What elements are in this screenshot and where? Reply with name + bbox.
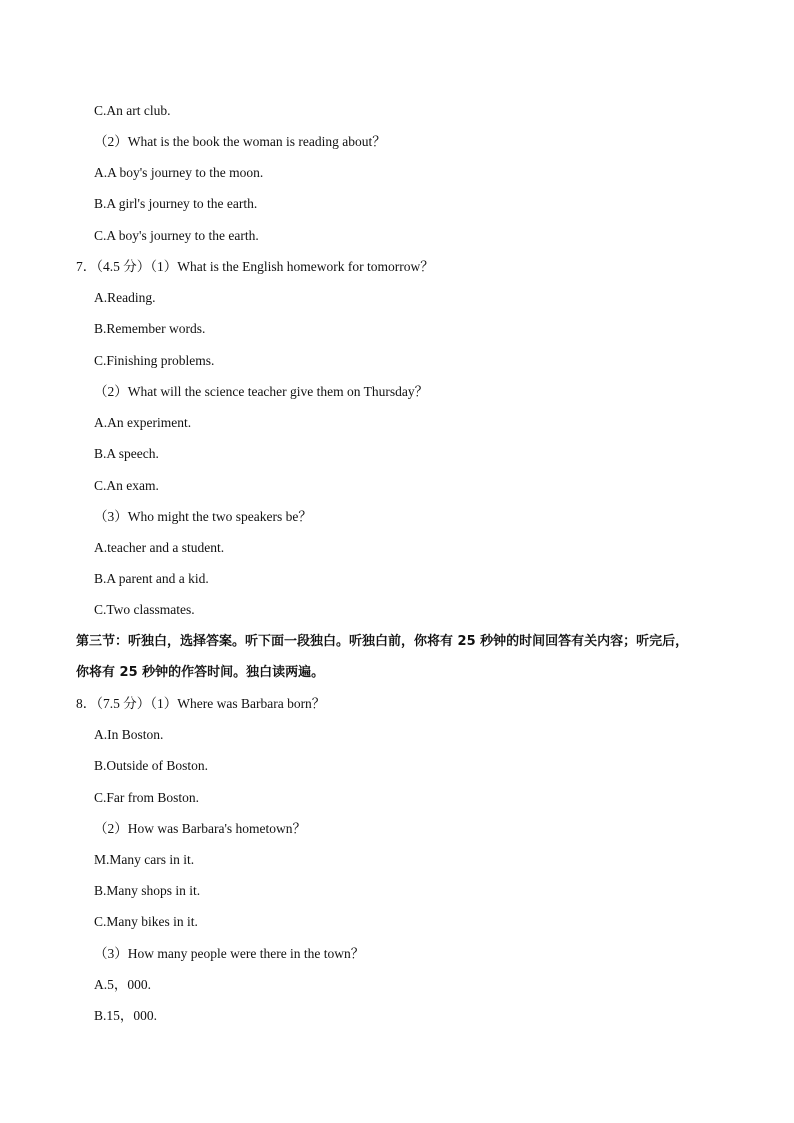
question-8-1: 8．（7.5 分）（1）Where was Barbara born？ — [76, 696, 326, 711]
option-b: B.A parent and a kid. — [94, 571, 209, 586]
option-b: B.15，000. — [94, 1008, 158, 1023]
option-a: A.In Boston. — [94, 727, 164, 742]
question-7-2: （2）What will the science teacher give them on Thursday？ — [94, 384, 429, 399]
question-8-3: （3）How many people were there in the town？ — [94, 946, 365, 961]
question-7-1: 7．（4.5 分）（1）What is the English homework for tomorrow？ — [76, 259, 434, 274]
option-c: C.Two classmates. — [94, 602, 195, 617]
option-a: A.An experiment. — [94, 415, 192, 430]
option-b: B.Remember words. — [94, 321, 206, 336]
option-a: A.Reading. — [94, 290, 156, 305]
option-c: C.A boy's journey to the earth. — [94, 228, 259, 243]
option-c: C.An exam. — [94, 478, 159, 493]
option-c-art-club: C.An art club. — [94, 103, 171, 118]
option-a: A.A boy's journey to the moon. — [94, 165, 264, 180]
option-a: A.5，000. — [94, 977, 151, 992]
section-3-instructions-line-2: 你将有 25 秒钟的作答时间。独白读两遍。 — [76, 665, 325, 680]
question-7-3: （3）Who might the two speakers be？ — [94, 509, 312, 524]
question-6-2: （2）What is the book the woman is reading about？ — [94, 134, 386, 149]
option-b: B.A girl's journey to the earth. — [94, 196, 258, 211]
section-3-instructions-line-1: 第三节：听独白，选择答案。听下面一段独白。听独白前，你将有 25 秒钟的时间回答有关内容；听完后， — [76, 634, 689, 649]
option-a: A.teacher and a student. — [94, 540, 225, 555]
option-b: B.Many shops in it. — [94, 883, 201, 898]
option-c: C.Many bikes in it. — [94, 914, 198, 929]
option-b: B.Outside of Boston. — [94, 758, 209, 773]
option-m: M.Many cars in it. — [94, 852, 195, 867]
question-8-2: （2）How was Barbara's hometown？ — [94, 821, 307, 836]
option-c: C.Finishing problems. — [94, 353, 215, 368]
option-b: B.A speech. — [94, 446, 159, 461]
option-c: C.Far from Boston. — [94, 790, 200, 805]
